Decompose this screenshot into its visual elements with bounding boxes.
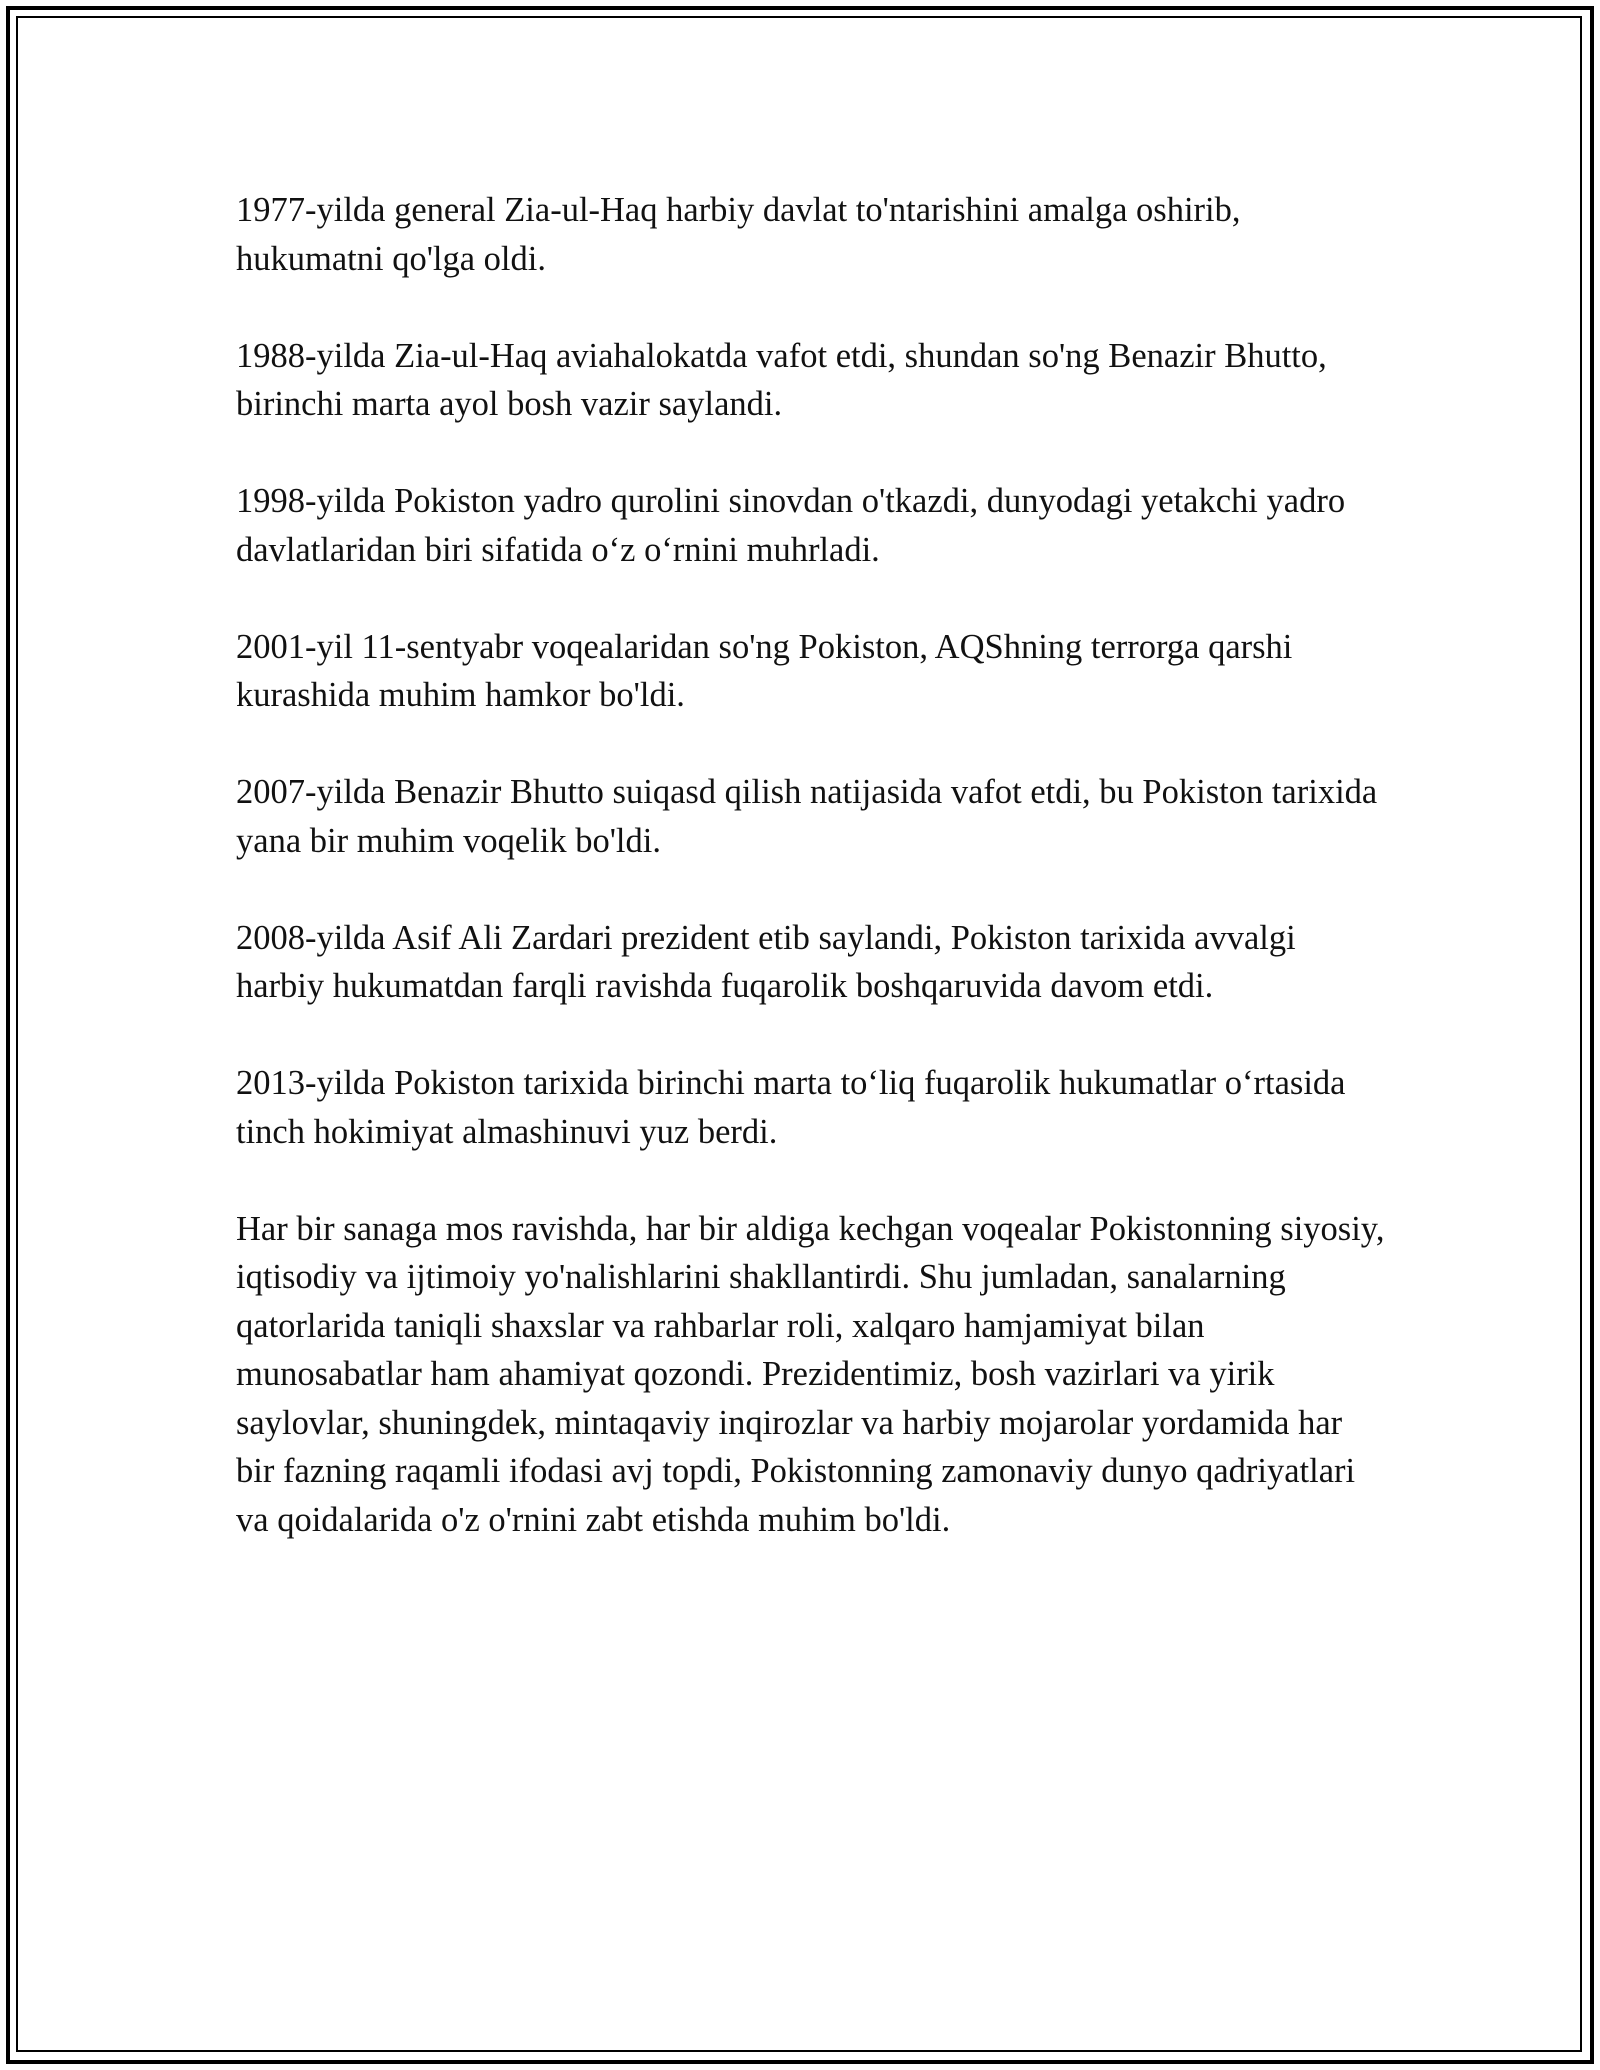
paragraph-1988: 1988-yilda Zia-ul-Haq aviahalokatda vafot etdi, shundan so'ng Benazir Bhutto, birinchi marta ayol bosh vazir saylandi. bbox=[236, 336, 1327, 423]
paragraph-2013: 2013-yilda Pokiston tarixida birinchi marta to‘liq fuqarolik hukumatlar o‘rtasida tinch hokimiyat almashinuvi yuz berdi. bbox=[236, 1064, 1346, 1151]
paragraph-summary: Har bir sanaga mos ravishda, har bir aldiga kechgan voqealar Pokistonning siyosiy, iqtisodiy va ijtimoiy yo'nalishlarini shakllantirdi. Shu jumladan, sanalarning qatorlarida taniqli shaxslar va rahbarlar roli, xalqaro hamjamiyat bilan munosabatlar ham ahamiyat qozondi. Prezidentimiz, bosh vazirlari va yirik saylovlar, shuningdek, mintaqaviy inqirozlar va harbiy mojarolar yordamida har bir fazning raqamli ifodasi avj topdi, Pokistonning zamonaviy dunyo qadriyatlari va qoidalarida o'z o'rnini zabt etishda muhim bo'ldi. bbox=[236, 1209, 1385, 1539]
paragraph-2001: 2001-yil 11-sentyabr voqealaridan so'ng Pokiston, AQShning terrorga qarshi kurashida muhim hamkor bo'ldi. bbox=[236, 627, 1293, 714]
document-body bbox=[236, 186, 1386, 1593]
paragraph-2007: 2007-yilda Benazir Bhutto suiqasd qilish natijasida vafot etdi, bu Pokiston tarixida yana bir muhim voqelik bo'ldi. bbox=[236, 773, 1378, 860]
paragraph-2008: 2008-yilda Asif Ali Zardari prezident etib saylandi, Pokiston tarixida avvalgi harbiy hukumatdan farqli ravishda fuqarolik boshqaruvida davom etdi. bbox=[236, 918, 1296, 1005]
paragraph-1998: 1998-yilda Pokiston yadro qurolini sinovdan o'tkazdi, dunyodagi yetakchi yadro davlatlaridan biri sifatida o‘z o‘rnini muhrladi. bbox=[236, 482, 1346, 569]
paragraph-1977: 1977-yilda general Zia-ul-Haq harbiy davlat to'ntarishini amalga oshirib, hukumatni qo'lga oldi. bbox=[236, 191, 1241, 278]
